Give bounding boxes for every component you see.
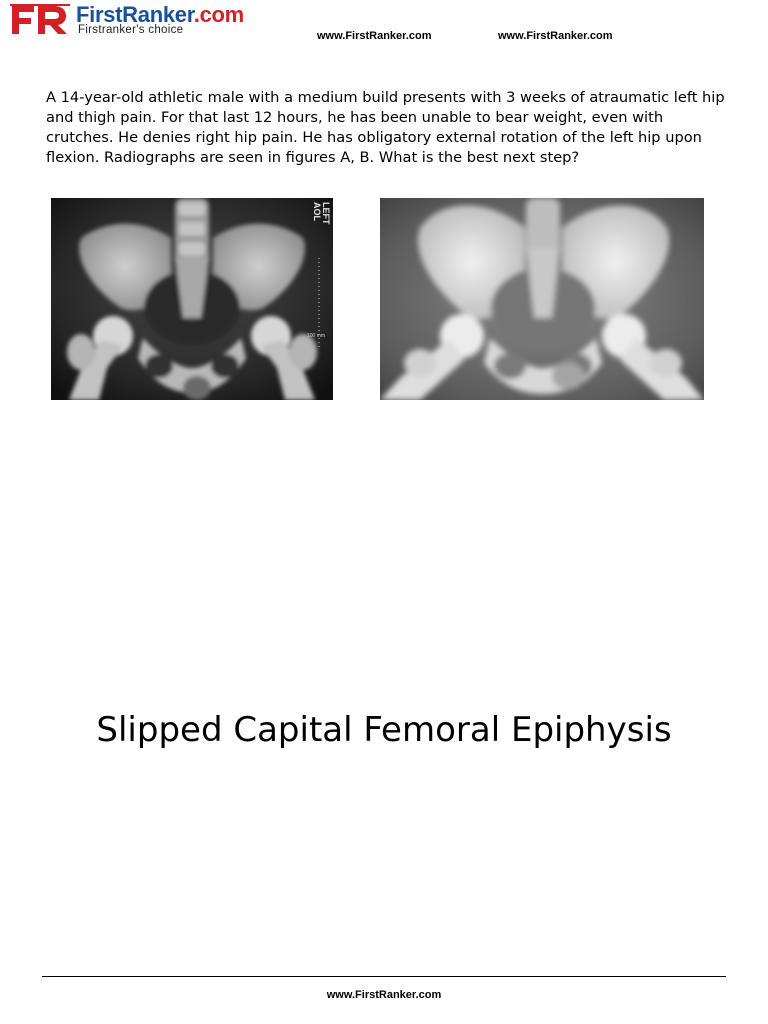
answer-heading: Slipped Capital Femoral Epiphysis bbox=[96, 710, 672, 750]
pelvis-xray-b-image bbox=[380, 198, 704, 400]
firstranker-logo[interactable] bbox=[10, 2, 280, 38]
figure-a-marker: LEFT bbox=[321, 202, 331, 225]
footer-divider bbox=[42, 976, 726, 977]
logo-tagline: Firstranker's choice bbox=[78, 24, 184, 36]
radiograph-figure-a bbox=[51, 198, 333, 400]
header-link-2[interactable]: www.FirstRanker.com bbox=[498, 30, 613, 42]
footer-link[interactable]: www.FirstRanker.com bbox=[326, 989, 442, 1001]
figure-a-submarker: AOL bbox=[312, 202, 322, 221]
question-text: A 14-year-old athletic male with a medium build presents with 3 weeks of atraumatic left hip and thigh pain. For that last 12 hours, he has been unable to bear weight, even with crutches. He denies right hip pain. He has obligatory external rotation of the left hip upon flexion. Radiographs are seen in figures A, B. What is the best next step? bbox=[46, 89, 725, 166]
pelvis-xray-a-image bbox=[51, 198, 333, 400]
radiograph-figure-b bbox=[380, 198, 704, 400]
logo-title-part1: FirstRanker bbox=[76, 2, 194, 27]
figure-a-scale-label: 100 mm bbox=[307, 333, 326, 339]
header-link-1[interactable]: www.FirstRanker.com bbox=[317, 30, 432, 42]
logo-title-part2: .com bbox=[193, 2, 244, 27]
fr-logo-mark-icon bbox=[10, 4, 70, 36]
